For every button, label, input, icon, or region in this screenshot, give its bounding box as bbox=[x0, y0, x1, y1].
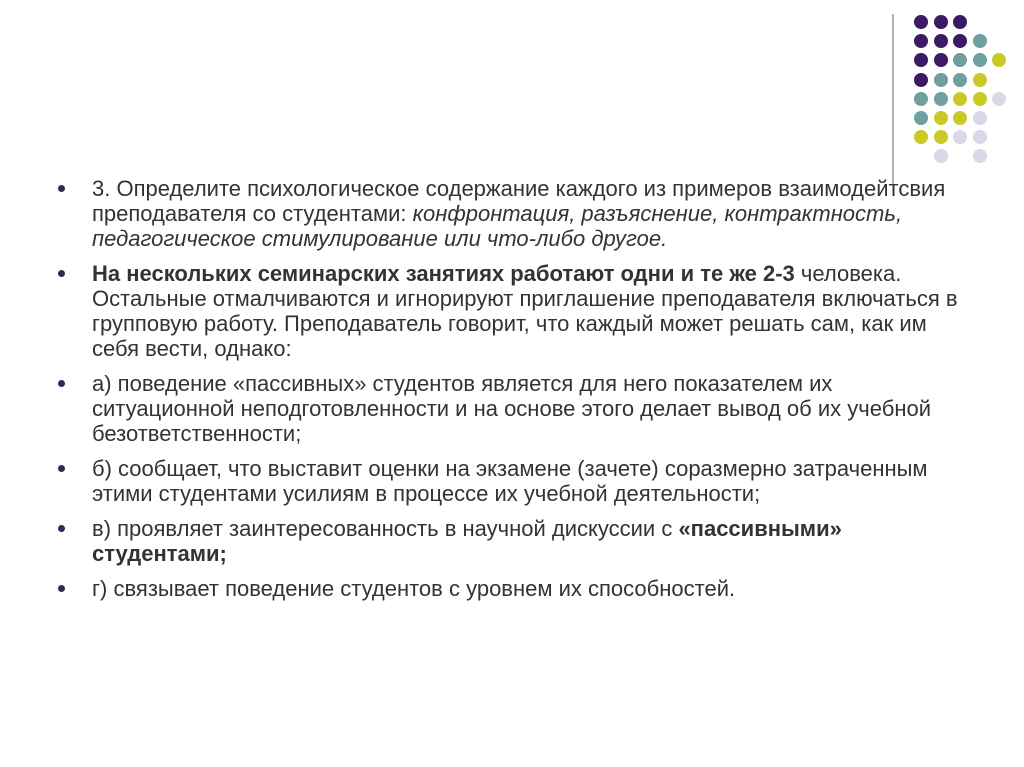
decorative-dot bbox=[914, 92, 928, 106]
decorative-dot bbox=[934, 149, 948, 163]
bullet-item-task bbox=[56, 176, 976, 251]
option-b-text: б) сообщает, что выставит оценки на экзамене (зачете) соразмерно затраченным этими студентами усилиям в процессе их учебной деятельности; bbox=[92, 456, 928, 506]
decorative-dot bbox=[953, 130, 967, 144]
decorative-dot bbox=[973, 130, 987, 144]
bullet-item-option-a bbox=[56, 371, 976, 446]
decorative-dot bbox=[973, 73, 987, 87]
decorative-dot bbox=[973, 92, 987, 106]
decorative-dot bbox=[934, 15, 948, 29]
decorative-dot-grid bbox=[0, 0, 1024, 180]
decorative-dot bbox=[914, 15, 928, 29]
option-v-bold-text: «пассивными» студентами; bbox=[92, 516, 842, 566]
decorative-dot bbox=[953, 15, 967, 29]
bullet-item-option-g bbox=[56, 576, 976, 601]
task-text: 3. Определите психологическое содержание каждого из примеров взаимодейтсвия преподавателя со студентами: bbox=[92, 176, 946, 226]
situation-text: человека. Остальные отмалчиваются и игнорируют приглашение преподавателя включаться в групповую работу. Преподаватель говорит, что каждый может решать сам, как им себя вести, однако: bbox=[92, 261, 958, 361]
decorative-dot bbox=[973, 53, 987, 67]
decorative-dot bbox=[914, 53, 928, 67]
decorative-dot bbox=[953, 53, 967, 67]
decorative-dot bbox=[973, 111, 987, 125]
option-g-text: г) связывает поведение студентов с уровнем их способностей. bbox=[92, 576, 736, 601]
decorative-dot bbox=[914, 73, 928, 87]
option-a-text: а) поведение «пассивных» студентов является для него показателем их ситуационной неподготовленности и на основе этого делает вывод об их учебной безответственности; bbox=[92, 371, 931, 446]
decorative-dot bbox=[934, 92, 948, 106]
decorative-dot bbox=[953, 92, 967, 106]
decorative-dot bbox=[914, 34, 928, 48]
decorative-dot bbox=[973, 34, 987, 48]
bullet-item-option-v bbox=[56, 516, 976, 566]
decorative-dot bbox=[914, 130, 928, 144]
decorative-dot bbox=[953, 34, 967, 48]
decorative-dot bbox=[934, 111, 948, 125]
decorative-dot bbox=[992, 92, 1006, 106]
decorative-divider-line bbox=[892, 14, 894, 186]
decorative-dot bbox=[953, 73, 967, 87]
decorative-dot bbox=[953, 111, 967, 125]
bullet-item-option-b bbox=[56, 456, 976, 506]
decorative-dot bbox=[934, 73, 948, 87]
option-v-text: в) проявляет заинтересованность в научной дискуссии с bbox=[92, 516, 679, 541]
decorative-dot bbox=[934, 130, 948, 144]
decorative-dot bbox=[934, 34, 948, 48]
decorative-dot bbox=[914, 111, 928, 125]
bullet-item-situation bbox=[56, 261, 976, 361]
task-options-italic: конфронтация, разъяснение, контрактность, педагогическое стимулирование или что-либо другое. bbox=[92, 201, 903, 251]
situation-bold-text: На нескольких семинарских занятиях работают одни и те же 2-3 bbox=[92, 261, 795, 286]
slide-body bbox=[56, 176, 976, 611]
decorative-dot bbox=[973, 149, 987, 163]
decorative-dot bbox=[934, 53, 948, 67]
decorative-dot bbox=[992, 53, 1006, 67]
